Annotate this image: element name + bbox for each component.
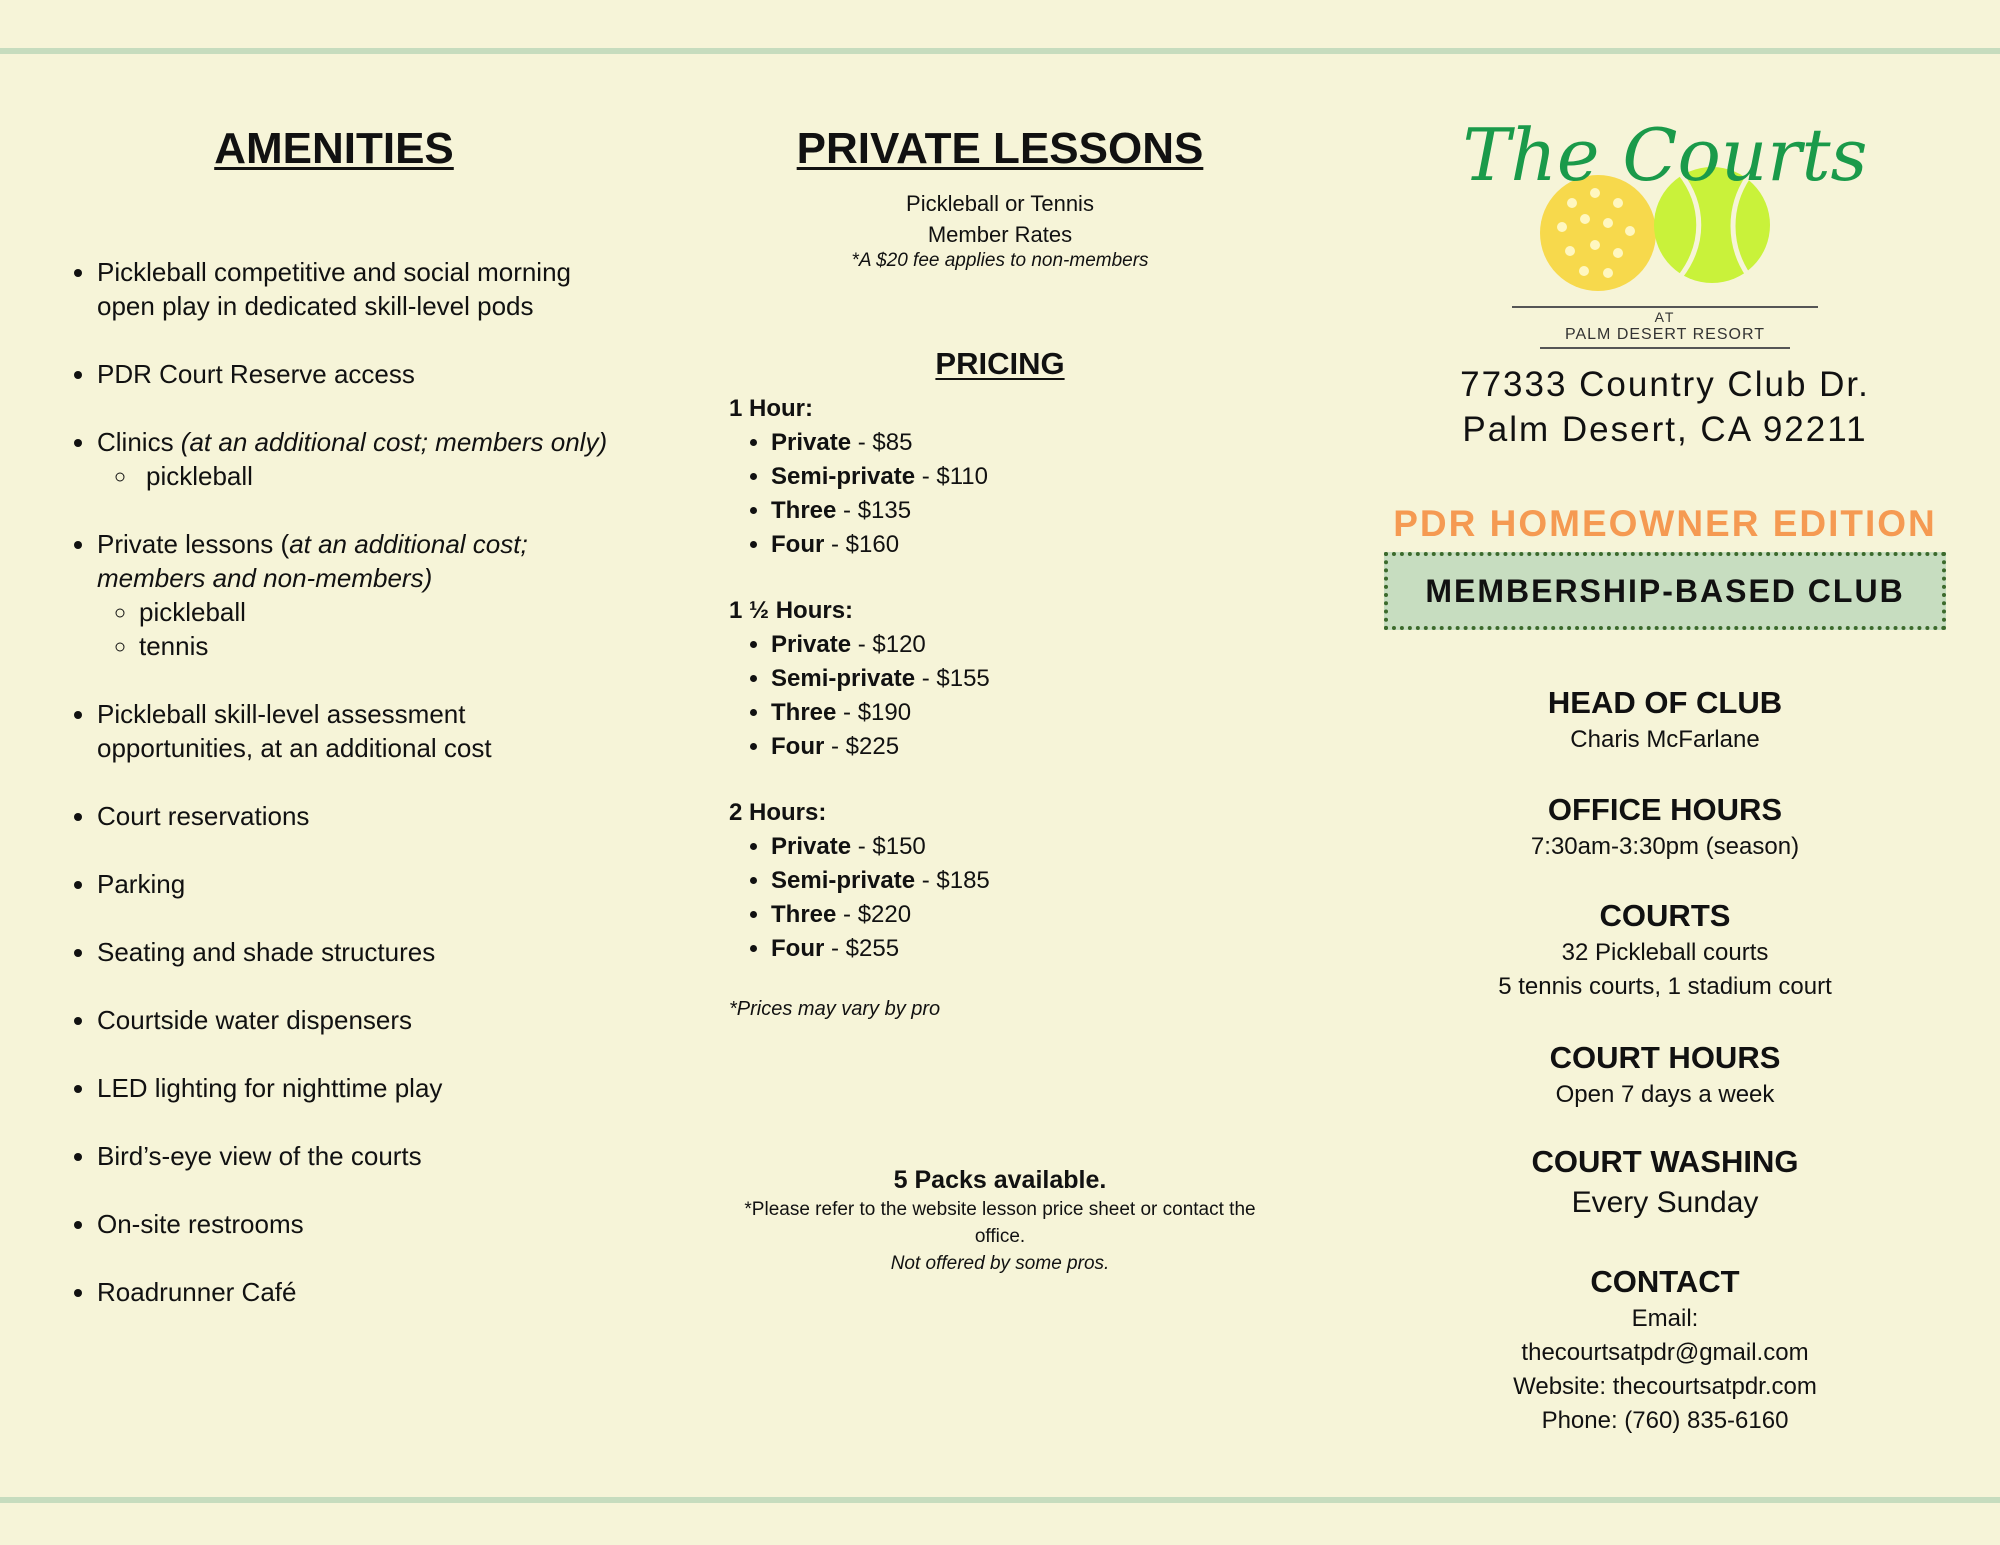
contact-info: CONTACT Email: thecourtsatpdr@gmail.com Website: thecourtsatpdr.com Phone: (760) 835-6160 [1380,1262,1950,1438]
contact-email: thecourtsatpdr@gmail.com [1521,1339,1809,1366]
edition-title: PDR HOMEOWNER EDITION [1393,503,1937,544]
list-item: • Bird’s-eye view of the courts [97,1139,620,1173]
clinics-note: (at an additional cost; members only) [180,427,608,457]
top-rule [0,48,2000,54]
price-block-2-hours [729,796,1289,966]
lessons-note: at an additional cost; members and non-members) [97,529,528,593]
list-item: • Parking [97,867,620,901]
list-item: • Courtside water dispensers [97,1003,620,1037]
prices-vary-note: *Prices may vary by pro [729,998,941,1020]
lessons-title: PRIVATE LESSONS [796,124,1204,173]
duration-label: 2 Hours: [729,799,827,826]
price-row: • Private - $120 [771,628,1289,662]
list-item: • Private lessons (at an additional cost; members and non-members) ◦ pickleball ◦ tennis [97,527,620,663]
price-row: • Three - $190 [771,696,1289,730]
price-row: • Four - $225 [771,730,1289,764]
svg-text:AT: AT [1654,309,1676,325]
price-row: • Four - $255 [771,932,1289,966]
lessons-subtitle: Pickleball or Tennis Member Rates [906,191,1094,247]
price-block-1-5-hours [729,594,1289,764]
price-row: • Semi-private - $155 [771,662,1289,696]
contact-website: Website: thecourtsatpdr.com [1513,1373,1817,1400]
price-row: • Semi-private - $110 [771,460,1289,494]
duration-label: 1 ½ Hours: [729,597,854,624]
club-address: 77333 Country Club Dr. Palm Desert, CA 92211 [1460,365,1870,449]
bottom-rule [0,1497,2000,1503]
list-item: • PDR Court Reserve access [97,357,620,391]
office-hours: OFFICE HOURS 7:30am-3:30pm (season) [1530,792,1800,860]
packs-body: *Please refer to the website lesson price sheet or contact the office. [744,1199,1256,1247]
list-item: • Pickleball competitive and social morning open play in dedicated skill-level pods [97,255,620,323]
list-item: • Seating and shade structures [97,935,620,969]
contact-phone: Phone: (760) 835-6160 [1541,1407,1789,1434]
price-row: • Private - $85 [771,426,1289,460]
svg-text:PALM DESERT RESORT: PALM DESERT RESORT [1565,326,1765,343]
pricing-title: PRICING [935,346,1065,381]
membership-badge: MEMBERSHIP-BASED CLUB [1384,552,1946,630]
price-block-1-hour [729,392,1289,562]
list-item: • Roadrunner Café [97,1275,620,1309]
court-hours: COURT HOURS Open 7 days a week [1549,1040,1781,1108]
amenities-list [60,255,620,1343]
lessons-sublist [97,595,620,663]
the-courts-logo [1462,85,1868,355]
price-row: • Three - $220 [771,898,1289,932]
list-item: • Court reservations [97,799,620,833]
packs-note: Not offered by some pros. [890,1253,1110,1274]
price-row: • Semi-private - $185 [771,864,1289,898]
court-washing: COURT WASHING Every Sunday [1531,1144,1799,1219]
svg-text:The Courts: The Courts [1462,113,1868,197]
fee-note: *A $20 fee applies to non-members [851,250,1149,271]
clinics-sublist [97,459,620,493]
list-item: ◦ tennis [139,629,620,663]
list-item: ◦ pickleball [139,459,620,493]
list-item: ◦ pickleball [139,595,620,629]
duration-label: 1 Hour: [729,395,813,422]
head-of-club: HEAD OF CLUB Charis McFarlane [1547,685,1783,753]
courts-info: COURTS 32 Pickleball courts 5 tennis courts, 1 stadium court [1498,898,1832,1000]
list-item: • Pickleball skill-level assessment opportunities, at an additional cost [97,697,620,765]
packs-section [680,1164,1320,1277]
packs-title: 5 Packs available. [893,1166,1107,1194]
list-item: • Clinics (at an additional cost; members only) ◦ pickleball [97,425,620,493]
price-row: • Three - $135 [771,494,1289,528]
list-item: • On-site restrooms [97,1207,620,1241]
amenities-title: AMENITIES [214,124,454,173]
price-row: • Four - $160 [771,528,1289,562]
price-row: • Private - $150 [771,830,1289,864]
list-item: • LED lighting for nighttime play [97,1071,620,1105]
